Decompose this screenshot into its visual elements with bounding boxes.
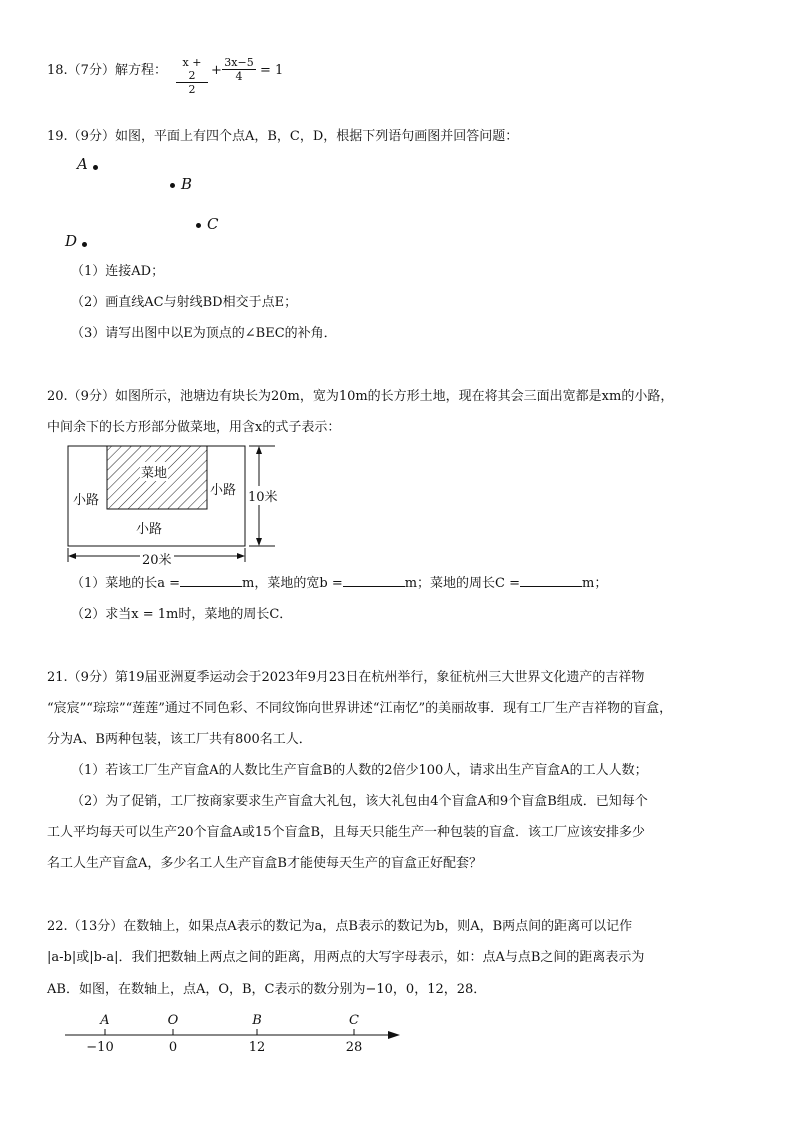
q20-line-2: 中间余下的长方形部分做菜地，用含x的式子表示： [47, 420, 341, 435]
point-label-b: B [181, 175, 193, 193]
q21-line-3: 分为A、B两种包装，该工厂共有800名工人． [47, 732, 312, 747]
q18-prefix: 18.（7分）解方程： [47, 63, 167, 78]
q18-rhs: = 1 [260, 63, 284, 78]
axis-value-b: 12 [248, 1040, 266, 1055]
point-dot-a [93, 165, 98, 170]
q21-line-6: 工人平均每天可以生产20个盲盒A或15个盲盒B，且每天只能生产一种包装的盲盒．该工厂应该安排多少 [47, 825, 646, 840]
length-answer-blank [180, 574, 242, 587]
axis-letter-b: B [252, 1013, 262, 1028]
q21-line-4: （1）若该工厂生产盲盒A的人数比生产盲盒B的人数的2倍少100人，请求出生产盲盒A的工人人数； [71, 763, 648, 778]
height-label: 10米 [248, 486, 278, 505]
q18-frac1-numerator: x + 2 [176, 56, 208, 83]
q21-line-1: 21.（9分）第19届亚洲夏季运动会于2023年9月23日在杭州举行，象征杭州三大世界文化遗产的吉祥物 [47, 670, 645, 685]
point-dot-b [170, 183, 175, 188]
q20-item1-end: m； [582, 576, 608, 591]
point-dot-d [82, 242, 87, 247]
width-answer-blank [343, 574, 405, 587]
q20-item-2: （2）求当x = 1m时，菜地的周长C． [71, 607, 293, 622]
q22-line-1: 22.（13分）在数轴上，如果点A表示的数记为a，点B表示的数记为b，则A，B两点间的距离可以记作 [47, 919, 633, 934]
q21-line-7: 名工人生产盲盒A，多少名工人生产盲盒B才能使每天生产的盲盒正好配套？ [47, 856, 482, 871]
road-right-label: 小路 [210, 483, 237, 498]
q18-frac1-denominator: 2 [188, 83, 196, 96]
road-bottom-label: 小路 [136, 522, 163, 537]
garden-label: 菜地 [140, 462, 168, 481]
q20-item-1 [71, 574, 607, 593]
point-label-c: C [207, 215, 219, 233]
q21-line-2: “宸宸”“琮琮”“莲莲”通过不同色彩、不同纹饰向世界讲述“江南忆”的美丽故事．现有工厂生产吉祥物的盲盒， [47, 701, 673, 716]
q20-item1-width-text: m，菜地的宽b = [242, 576, 343, 591]
axis-value-o: 0 [168, 1040, 178, 1055]
axis-value-a: −10 [86, 1040, 114, 1055]
number-line-arrow [388, 1031, 400, 1039]
q19-item-3: （3）请写出图中以E为顶点的∠BEC的补角． [71, 326, 337, 341]
q18-frac2-numerator: 3x−5 [222, 56, 256, 70]
q20-item1-perimeter-text: m；菜地的周长C = [404, 576, 521, 591]
road-left-label: 小路 [73, 493, 100, 508]
point-label-a: A [77, 155, 88, 173]
axis-value-c: 28 [345, 1040, 363, 1055]
q18-frac2-denominator: 4 [235, 70, 243, 83]
q18-fraction-2 [222, 56, 256, 83]
q19-stem: 19.（9分）如图，平面上有四个点A，B，C，D，根据下列语句画图并回答问题： [47, 129, 519, 144]
point-label-d: D [65, 232, 78, 250]
q19-item-2: （2）画直线AC与射线BD相交于点E； [71, 295, 298, 310]
point-dot-c [196, 223, 201, 228]
axis-letter-a: A [100, 1013, 110, 1028]
axis-letter-o: O [167, 1013, 179, 1028]
q19-item-1: （1）连接AD； [71, 264, 165, 279]
q21-line-5: （2）为了促销，工厂按商家要求生产盲盒大礼包，该大礼包由4个盲盒A和9个盲盒B组成．已知每个 [71, 794, 648, 809]
axis-letter-c: C [349, 1013, 359, 1028]
q20-line-1: 20.（9分）如图所示，池塘边有块长为20m，宽为10m的长方形土地，现在将其会三面出宽都是xm的小路， [47, 389, 674, 404]
q18-fraction-1 [176, 56, 208, 96]
q18-plus: + [211, 63, 222, 78]
width-label: 20米 [140, 549, 174, 568]
perimeter-answer-blank [520, 574, 582, 587]
q20-item1-length-text: （1）菜地的长a = [71, 576, 181, 591]
q22-line-2: |a-b|或|b-a|．我们把数轴上两点之间的距离，用两点的大写字母表示，如：点A与点B之间的距离表示为 [47, 950, 645, 965]
q22-line-3: AB．如图，在数轴上，点A，O，B，C表示的数分别为−10，0，12，28． [47, 982, 487, 997]
